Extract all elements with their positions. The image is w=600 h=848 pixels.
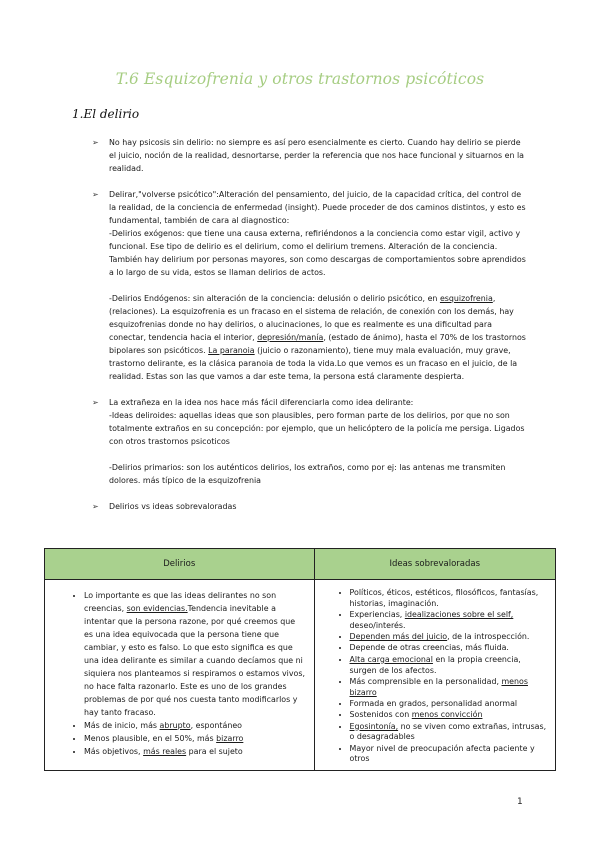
comparison-table xyxy=(44,548,556,771)
underlined-term: más reales xyxy=(143,747,187,756)
underlined-term: menos convicción xyxy=(411,710,483,720)
underlined-term: son evidencias. xyxy=(126,604,188,613)
document-title: T.6 Esquizofrenia y otros trastornos psicóticos xyxy=(115,70,485,88)
underlined-term: bizarro xyxy=(216,734,244,743)
list-item xyxy=(92,396,530,409)
list-item: • Mayor nivel de preocupación afecta paciente y otros xyxy=(350,744,548,766)
list-item: • Egosintonía, no se viven como extrañas, intrusas, o desagradables xyxy=(350,722,548,744)
table-cell-ideas-sobrevaloradas xyxy=(314,580,555,771)
list-item: • Alta carga emocional en la propia creencia, surgen de los afectos. xyxy=(350,655,548,677)
bullet-text: No hay psicosis sin delirio: no siempre es así pero esencialmente es cierto. Cuando hay delirio se pierde el juicio, noción de la realidad, desnortarse, perder la referencia que nos hace funcional y situarnos en la realidad. xyxy=(109,138,525,173)
underlined-term: idealizaciones sobre el self, xyxy=(404,610,514,620)
underlined-term: menos bizarro xyxy=(349,676,528,697)
table-header: Ideas sobrevaloradas xyxy=(314,549,555,580)
underlined-term: depresión/manía xyxy=(257,333,324,342)
paragraph-endogenos: -Delirios Endógenos: sin alteración de la conciencia: delusión o delirio psicótico, en esquizofrenia, (relaciones). La esquizofrenia es un fracaso en el sistema de relación, de conexión con los demás, hay esquizofrenias donde no hay delirios, o alucinaciones, lo que es realmente es una dificultad para conectar, tendencia hacia el interior, depresión/manía, (estado de ánimo), hasta el 70% de los trastornos bipolares son psicóticos. La paranoia (juicio o razonamiento), tiene muy mala evaluación, muy grave, trastorno delirante, es la clásica paranoia de toda la vida.Lo que vemos es un fracaso en el juicio, de la realidad. Estas son las que vamos a dar este tema, la persona está claramente despierta. xyxy=(109,294,526,381)
list-item: • Políticos, éticos, estéticos, filosóficos, fantasías, historias, imaginación. xyxy=(350,588,548,610)
list-item: • Más comprensible en la personalidad, menos bizarro xyxy=(350,677,548,699)
list-item: • Sostenidos con menos convicción xyxy=(350,710,548,721)
arrow-bullet-icon: ➢ xyxy=(92,398,99,407)
section-heading: 1.El delirio xyxy=(72,107,140,121)
list-item: • Menos plausible, en el 50%, más bizarro xyxy=(84,732,307,745)
arrow-bullet-icon: ➢ xyxy=(92,190,99,199)
underlined-term: abrupto xyxy=(159,721,191,730)
list-item: • Dependen más del juicio, de la introspección. xyxy=(350,632,548,643)
list-item xyxy=(92,500,530,513)
list-item: • Experiencias, idealizaciones sobre el self, deseo/interés. xyxy=(350,610,548,632)
paragraph-ideas-deliroides: -Ideas deliroides: aquellas ideas que son plausibles, pero forman parte de los delirios, por que no son totalmente extraños en su concepción: por ejemplo, que un helicóptero de la policía me persiga. Ligados con otros trastornos psicoticos xyxy=(109,411,525,446)
underlined-term: Egosintonía, xyxy=(349,721,399,731)
table-header: Delirios xyxy=(45,549,315,580)
page-number: 1 xyxy=(517,797,523,807)
list-item: • Lo importante es que las ideas delirantes no son creencias, son evidencias.Tendencia inevitable a intentar que la persona razone, por qué creemos que es una idea equivocada que la persona tiene que cambiar, y esto es falso. Lo que esto significa es que una idea delirante es similar a cuando decíamos que ni siquiera nos planteamos si respiramos o estamos vivos, no hace falta razonarlo. Este es uno de los grandes problemas de por qué nos cuesta tanto modificarlos y hay tanto fracaso. xyxy=(84,589,307,719)
bullet-text: Delirar,"volverse psicótico":Alteración del pensamiento, del juicio, de la capacidad crítica, del control de la realidad, de la conciencia de enfermedad (insight). Puede proceder de dos caminos distintos, y esto es fundamental, también de cara al diagnostico: xyxy=(109,190,526,225)
list-item: • Formada en grados, personalidad anormal xyxy=(350,699,548,710)
arrow-bullet-icon: ➢ xyxy=(92,502,99,511)
bullet-text: La extrañeza en la idea nos hace más fácil diferenciarla como idea delirante: xyxy=(109,398,414,407)
underlined-term: Dependen más del juicio xyxy=(349,632,448,642)
list-item xyxy=(92,136,530,175)
list-item: • Depende de otras creencias, más fluida. xyxy=(350,643,548,654)
arrow-bullet-icon: ➢ xyxy=(92,138,99,147)
bullet-list xyxy=(92,136,530,513)
list-item xyxy=(92,188,530,227)
bullet-text: Delirios vs ideas sobrevaloradas xyxy=(109,502,237,511)
underlined-term: esquizofrenia xyxy=(439,294,493,303)
paragraph-delirios-primarios: -Delirios primarios: son los auténticos delirios, los extraños, como por ej: las antenas me transmiten dolores. más típico de la esquizofrenia xyxy=(109,463,506,485)
list-item: • Más de inicio, más abrupto, espontáneo xyxy=(84,719,307,732)
table-cell-delirios xyxy=(45,580,315,771)
list-item: • Más objetivos, más reales para el sujeto xyxy=(84,745,307,758)
underlined-term: La paranoia xyxy=(208,346,255,355)
paragraph-exogenos: -Delirios exógenos: que tiene una causa externa, refiriéndonos a la conciencia como estar vigil, activo y funcional. Ese tipo de delirio es el delirium, como el delirium tremens. Alteración de la conciencia. También hay delirium por personas mayores, son como descargas de comportamientos sobre aprendidos a lo largo de su vida, estos se llaman delirios de actos. xyxy=(109,229,526,277)
underlined-term: Alta carga emocional xyxy=(349,654,433,664)
